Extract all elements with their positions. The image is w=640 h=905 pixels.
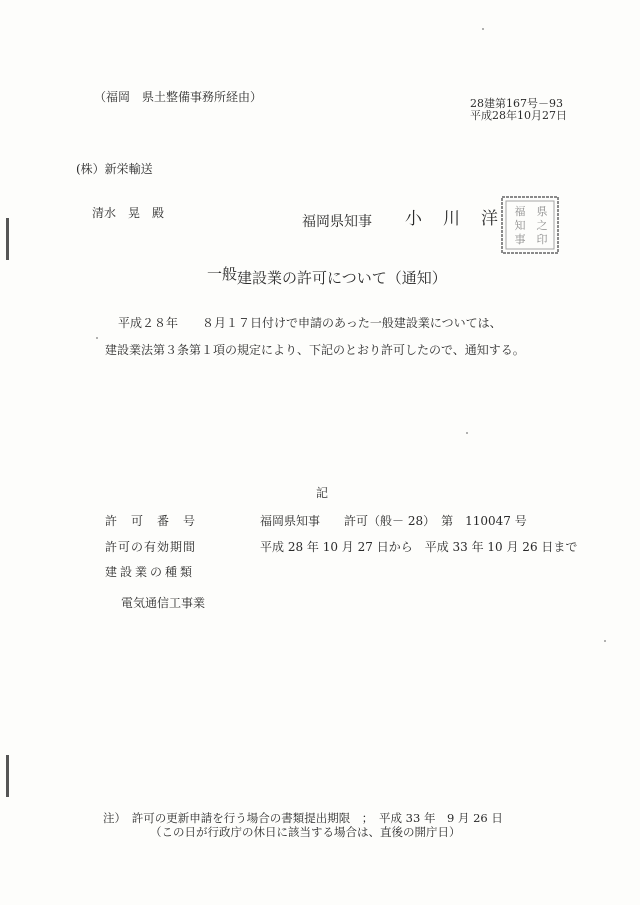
scan-speck — [482, 28, 484, 30]
routing-note: （福岡 県土整備事務所経由） — [94, 90, 263, 104]
record-value-license-number: 福岡県知事 許可（般－ 28） 第 110047 号 — [260, 514, 527, 528]
scan-edge-mark-top — [6, 218, 9, 260]
scan-edge-mark-bottom — [6, 755, 9, 797]
scan-speck — [96, 337, 98, 339]
document-date: 平成28年10月27日 — [470, 109, 567, 122]
svg-text:之: 之 — [536, 219, 548, 232]
body-line-2: 建設業法第３条第１項の規定により、下記のとおり許可したので、通知する。 — [105, 343, 525, 357]
document-title — [207, 265, 447, 287]
title-main: 建設業の許可について（通知） — [237, 269, 447, 287]
sender-title: 福岡県知事 — [302, 214, 372, 230]
svg-text:福: 福 — [514, 205, 526, 218]
svg-text:事: 事 — [514, 233, 526, 246]
svg-text:県: 県 — [536, 205, 548, 218]
title-prefix: 一般 — [207, 265, 238, 283]
scan-speck — [466, 432, 468, 434]
record-value-validity: 平成 28 年 10 月 27 日から 平成 33 年 10 月 26 日まで — [260, 540, 578, 554]
official-seal — [498, 193, 562, 257]
record-label-business-type: 建設業の種類 — [105, 565, 196, 579]
sender-name: 小 川 洋 — [405, 209, 500, 229]
recipient-person: 清水 晃 殿 — [92, 206, 165, 220]
note-line-2: （この日が行政庁の休日に該当する場合は、直後の開庁日） — [150, 825, 461, 839]
record-heading: 記 — [316, 486, 329, 500]
recipient-company: (株）新栄輸送 — [76, 162, 153, 176]
note-line-1: 注） 許可の更新申請を行う場合の書類提出期限 ； 平成 33 年 9 月 26 日 — [103, 811, 503, 825]
svg-text:知: 知 — [514, 219, 526, 232]
record-label-license-number: 許 可 番 号 — [105, 514, 197, 528]
official-seal-graphic — [498, 193, 562, 257]
scan-speck — [604, 640, 606, 642]
body-line-1: 平成２８年 ８月１７日付けで申請のあった一般建設業については、 — [118, 316, 502, 330]
document-number: 28建第167号－93 — [470, 97, 563, 110]
record-label-validity: 許可の有効期間 — [105, 540, 197, 554]
record-value-business-type: 電気通信工事業 — [121, 596, 206, 610]
svg-text:印: 印 — [536, 233, 548, 246]
